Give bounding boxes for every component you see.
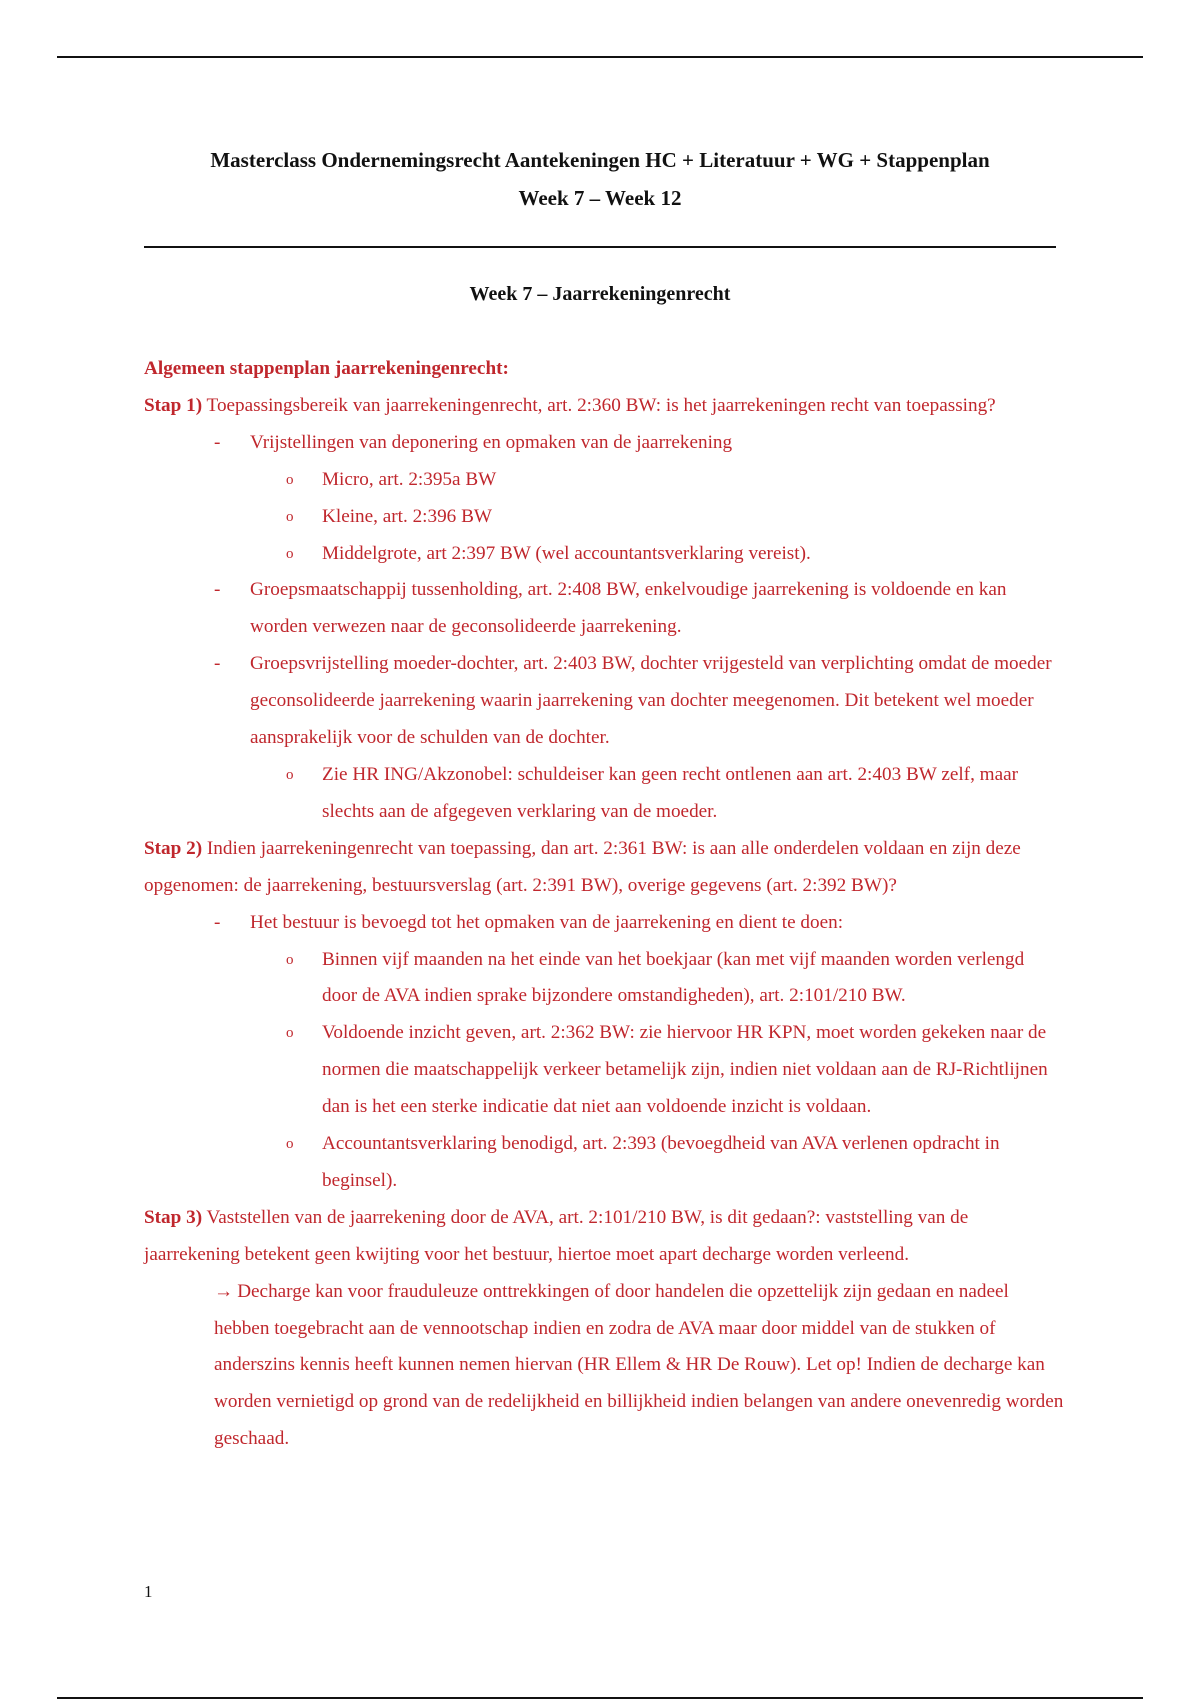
circle-bullet-icon: o (286, 766, 294, 783)
list-item: - Groepsvrijstelling moeder-dochter, art. 2:403 BW, dochter vrijgesteld van verplichting omdat de moeder geconsolideerde jaarrekening waarin jaarrekening van dochter meegenomen. Dit betekent wel moeder aansprakelijk voor de schulden van de dochter. (144, 646, 1064, 757)
list-item: o Middelgrote, art 2:397 BW (wel accountantsverklaring vereist). (144, 536, 1064, 573)
bottom-page-rule (57, 1697, 1143, 1699)
list-item: o Zie HR ING/Akzonobel: schuldeiser kan geen recht ontlenen aan art. 2:403 BW zelf, maar slechts aan de afgegeven verklaring van de moeder. (144, 757, 1064, 831)
document-title: Masterclass Ondernemingsrecht Aantekeningen HC + Literatuur + WG + Stappenplan (210, 148, 990, 172)
dash-bullet-icon: - (214, 653, 221, 675)
step-2-text: Indien jaarrekeningenrecht van toepassing, dan art. 2:361 BW: is aan alle onderdelen voldaan en zijn deze opgenomen: de jaarrekening, bestuursverslag (art. 2:391 BW), overige gegevens (art. 2:392 BW)? (144, 837, 1021, 896)
circle-bullet-icon: o (286, 508, 294, 525)
section-heading: Week 7 – Jaarrekeningenrecht (469, 283, 731, 305)
decharge-text: Decharge kan voor frauduleuze onttrekkingen of door handelen die opzettelijk zijn gedaan en nadeel hebben toegebracht aan de vennootschap indien en zodra de AVA maar door middel van de stukken of anderszins kennis heeft kunnen nemen hiervan (HR Ellem & HR De Rouw). Let op! Indien de decharge kan worden vernietigd op grond van de redelijkheid en billijkheid indien belangen van andere onevenredig worden geschaad. (214, 1280, 1064, 1450)
document-body (144, 351, 1064, 1458)
dash-bullet-icon: - (214, 579, 221, 601)
list-item: - Het bestuur is bevoegd tot het opmaken van de jaarrekening en dient te doen: (144, 905, 1064, 942)
list-item: o Accountantsverklaring benodigd, art. 2:393 (bevoegdheid van AVA verlenen opdracht in beginsel). (144, 1126, 1064, 1200)
page-number: 1 (144, 1582, 153, 1601)
list-item: o Micro, art. 2:395a BW (144, 462, 1064, 499)
step-3-label: Stap 3) (144, 1206, 203, 1228)
arrow-right-icon: → (214, 1280, 234, 1302)
top-page-rule (57, 56, 1143, 58)
list-item: - Vrijstellingen van deponering en opmaken van de jaarrekening (144, 425, 1064, 462)
circle-bullet-icon: o (286, 471, 294, 488)
plan-heading: Algemeen stappenplan jaarrekeningenrecht: (144, 358, 509, 379)
dash-bullet-icon: - (214, 911, 221, 933)
step-2-label: Stap 2) (144, 837, 203, 859)
step-2-paragraph (144, 831, 1064, 905)
list-item: o Kleine, art. 2:396 BW (144, 499, 1064, 536)
decharge-note (144, 1274, 1064, 1459)
circle-bullet-icon: o (286, 545, 294, 562)
list-item: o Voldoende inzicht geven, art. 2:362 BW: zie hiervoor HR KPN, moet worden gekeken naar de normen die maatschappelijk verkeer betamelijk zijn, indien niet voldaan aan de RJ-Richtlijnen dan is het een sterke indicatie dat niet aan voldoende inzicht is voldaan. (144, 1015, 1064, 1126)
step-3-paragraph (144, 1200, 1064, 1274)
circle-bullet-icon: o (286, 1025, 294, 1042)
circle-bullet-icon: o (286, 951, 294, 968)
list-item: - Groepsmaatschappij tussenholding, art. 2:408 BW, enkelvoudige jaarrekening is voldoende en kan worden verwezen naar de geconsolideerde jaarrekening. (144, 572, 1064, 646)
circle-bullet-icon: o (286, 1136, 294, 1153)
step-1-text: Toepassingsbereik van jaarrekeningenrecht, art. 2:360 BW: is het jaarrekeningen recht van toepassing? (202, 394, 996, 416)
step-1-paragraph (144, 388, 1064, 425)
step-1-label: Stap 1) (144, 394, 203, 416)
document-subtitle: Week 7 – Week 12 (518, 186, 682, 210)
list-item: o Binnen vijf maanden na het einde van het boekjaar (kan met vijf maanden worden verlengd door de AVA indien sprake bijzondere omstandigheden), art. 2:101/210 BW. (144, 942, 1064, 1016)
dash-bullet-icon: - (214, 431, 221, 453)
step-3-text: Vaststellen van de jaarrekening door de AVA, art. 2:101/210 BW, is dit gedaan?: vaststelling van de jaarrekening betekent geen kwijting voor het bestuur, hiertoe moet apart decharge worden verleend. (144, 1206, 969, 1265)
title-divider (144, 246, 1056, 248)
